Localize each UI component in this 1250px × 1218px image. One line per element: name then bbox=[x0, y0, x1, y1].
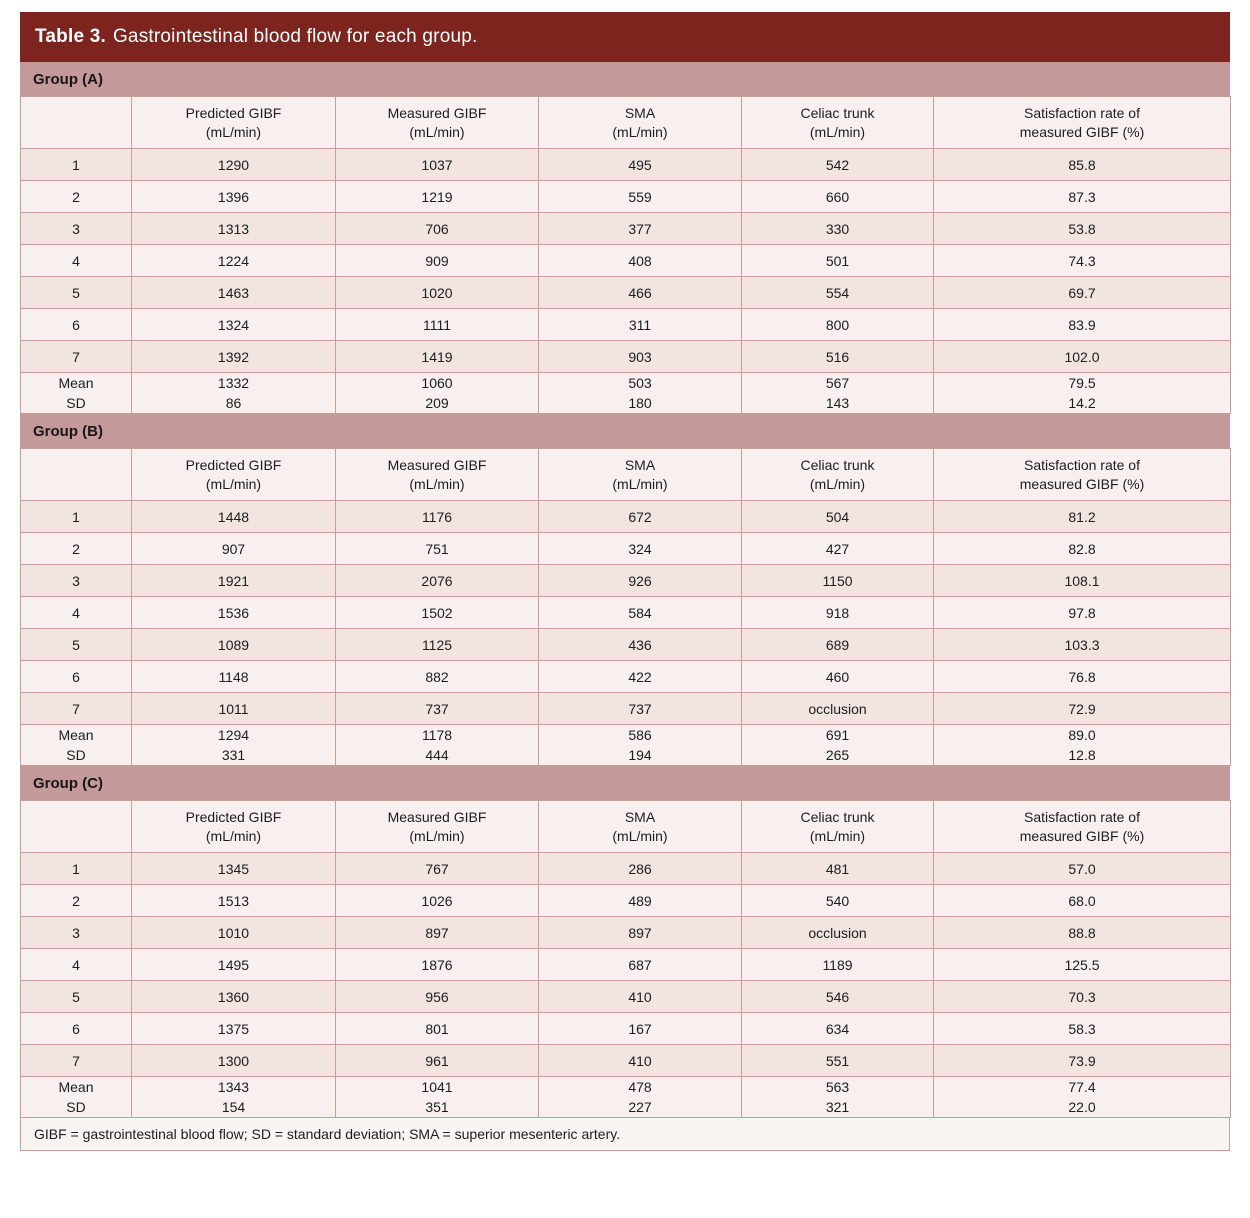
column-header-bottom: measured GIBF (%) bbox=[1019, 475, 1145, 492]
data-cell: 551 bbox=[742, 1045, 934, 1077]
column-header bbox=[742, 449, 934, 501]
data-cell: 286 bbox=[539, 853, 742, 885]
table-row bbox=[21, 917, 1231, 949]
data-cell: 554 bbox=[742, 277, 934, 309]
data-cell: 85.8 bbox=[934, 149, 1231, 181]
data-cell: 73.9 bbox=[934, 1045, 1231, 1077]
mean-value: 691 bbox=[825, 727, 850, 743]
data-cell: 74.3 bbox=[934, 245, 1231, 277]
data-cell: 706 bbox=[336, 213, 539, 245]
data-cell: 897 bbox=[336, 917, 539, 949]
column-header-top: SMA bbox=[624, 808, 656, 825]
data-cell: 427 bbox=[742, 533, 934, 565]
data-cell: 377 bbox=[539, 213, 742, 245]
sd-value: 265 bbox=[825, 747, 850, 763]
table-row bbox=[21, 661, 1231, 693]
column-header-top: SMA bbox=[624, 456, 656, 473]
summary-cell bbox=[132, 373, 336, 414]
row-number-cell: 3 bbox=[21, 565, 132, 597]
group-table bbox=[20, 448, 1231, 766]
footnote: GIBF = gastrointestinal blood flow; SD = standard deviation; SMA = superior mesenteric artery. bbox=[20, 1118, 1230, 1151]
header-row bbox=[21, 449, 1231, 501]
sd-value: 12.8 bbox=[1068, 747, 1096, 763]
group-header-bar bbox=[20, 414, 1230, 448]
column-header-top: Celiac trunk bbox=[800, 456, 875, 473]
sd-value: 86 bbox=[225, 395, 242, 411]
data-cell: 311 bbox=[539, 309, 742, 341]
data-cell: 1020 bbox=[336, 277, 539, 309]
column-header-bottom: (mL/min) bbox=[612, 827, 668, 844]
column-header bbox=[934, 801, 1231, 853]
column-header-bottom: (mL/min) bbox=[809, 827, 866, 844]
column-header-bottom: measured GIBF (%) bbox=[1019, 123, 1145, 140]
mean-label: Mean bbox=[58, 727, 94, 743]
data-cell: 108.1 bbox=[934, 565, 1231, 597]
data-cell: 97.8 bbox=[934, 597, 1231, 629]
row-number-cell: 6 bbox=[21, 309, 132, 341]
summary-cell bbox=[539, 1077, 742, 1118]
mean-value: 1332 bbox=[217, 375, 250, 391]
table-head bbox=[21, 97, 1231, 149]
data-cell: 1176 bbox=[336, 501, 539, 533]
table-title-text: Gastrointestinal blood flow for each group. bbox=[112, 26, 478, 47]
table-row bbox=[21, 309, 1231, 341]
data-cell: 689 bbox=[742, 629, 934, 661]
row-number-cell: 7 bbox=[21, 693, 132, 725]
mean-value: 77.4 bbox=[1068, 1079, 1096, 1095]
table-row bbox=[21, 501, 1231, 533]
column-header-top: Satisfaction rate of bbox=[1024, 104, 1140, 121]
sd-value: 14.2 bbox=[1068, 395, 1096, 411]
data-cell: 436 bbox=[539, 629, 742, 661]
column-header-top: Measured GIBF bbox=[387, 456, 487, 473]
data-cell: 82.8 bbox=[934, 533, 1231, 565]
table-row bbox=[21, 629, 1231, 661]
row-number-cell: 4 bbox=[21, 597, 132, 629]
data-cell: 918 bbox=[742, 597, 934, 629]
column-header-bottom: (mL/min) bbox=[612, 475, 668, 492]
data-cell: 72.9 bbox=[934, 693, 1231, 725]
data-cell: 542 bbox=[742, 149, 934, 181]
sd-value: 143 bbox=[825, 395, 850, 411]
row-number-cell: 2 bbox=[21, 533, 132, 565]
data-cell: 1011 bbox=[132, 693, 336, 725]
column-header-top: Satisfaction rate of bbox=[1024, 808, 1140, 825]
data-cell: 103.3 bbox=[934, 629, 1231, 661]
group-header-bar bbox=[20, 766, 1230, 800]
table-row bbox=[21, 1045, 1231, 1077]
data-cell: 767 bbox=[336, 853, 539, 885]
data-cell: 546 bbox=[742, 981, 934, 1013]
table-body bbox=[21, 501, 1231, 766]
data-cell: 800 bbox=[742, 309, 934, 341]
summary-cell bbox=[742, 373, 934, 414]
column-header-bottom: measured GIBF (%) bbox=[1019, 827, 1145, 844]
data-cell: 489 bbox=[539, 885, 742, 917]
mean-label: Mean bbox=[58, 1079, 94, 1095]
group-table bbox=[20, 800, 1231, 1118]
table-head bbox=[21, 449, 1231, 501]
data-cell: 926 bbox=[539, 565, 742, 597]
data-cell: 907 bbox=[132, 533, 336, 565]
data-cell: 1111 bbox=[336, 309, 539, 341]
table-row bbox=[21, 853, 1231, 885]
sd-value: 154 bbox=[221, 1099, 246, 1115]
corner-cell bbox=[21, 801, 132, 853]
sd-label: SD bbox=[66, 395, 86, 411]
column-header-bottom: (mL/min) bbox=[205, 827, 262, 844]
data-cell: 1010 bbox=[132, 917, 336, 949]
data-cell: 634 bbox=[742, 1013, 934, 1045]
column-header-top: Celiac trunk bbox=[800, 104, 875, 121]
row-number-cell: 3 bbox=[21, 917, 132, 949]
table-row bbox=[21, 277, 1231, 309]
data-cell: 504 bbox=[742, 501, 934, 533]
data-cell: 330 bbox=[742, 213, 934, 245]
group-table bbox=[20, 96, 1231, 414]
data-cell: 102.0 bbox=[934, 341, 1231, 373]
table-row bbox=[21, 1013, 1231, 1045]
data-cell: 1345 bbox=[132, 853, 336, 885]
row-number-cell: 1 bbox=[21, 149, 132, 181]
column-header bbox=[132, 449, 336, 501]
data-cell: 1396 bbox=[132, 181, 336, 213]
data-cell: 324 bbox=[539, 533, 742, 565]
sd-label: SD bbox=[66, 747, 86, 763]
table-row bbox=[21, 693, 1231, 725]
summary-cell bbox=[934, 1077, 1231, 1118]
summary-cell bbox=[934, 725, 1231, 766]
data-cell: 83.9 bbox=[934, 309, 1231, 341]
header-row bbox=[21, 97, 1231, 149]
column-header-top: Predicted GIBF bbox=[185, 808, 282, 825]
data-cell: 1448 bbox=[132, 501, 336, 533]
sd-value: 331 bbox=[221, 747, 246, 763]
data-cell: 2076 bbox=[336, 565, 539, 597]
row-number-cell: 7 bbox=[21, 341, 132, 373]
row-number-cell: 5 bbox=[21, 629, 132, 661]
data-cell: 903 bbox=[539, 341, 742, 373]
sd-value: 321 bbox=[825, 1099, 850, 1115]
data-cell: 1536 bbox=[132, 597, 336, 629]
data-cell: 1502 bbox=[336, 597, 539, 629]
column-header-top: Measured GIBF bbox=[387, 808, 487, 825]
data-cell: 909 bbox=[336, 245, 539, 277]
row-number-cell: 5 bbox=[21, 277, 132, 309]
group-label: Group (B) bbox=[33, 422, 103, 440]
data-cell: 1224 bbox=[132, 245, 336, 277]
data-cell: 1313 bbox=[132, 213, 336, 245]
groups-container bbox=[20, 62, 1230, 1118]
data-cell: 1392 bbox=[132, 341, 336, 373]
mean-value: 1343 bbox=[217, 1079, 250, 1095]
data-cell: 737 bbox=[336, 693, 539, 725]
data-cell: 1189 bbox=[742, 949, 934, 981]
data-cell: 68.0 bbox=[934, 885, 1231, 917]
column-header-bottom: (mL/min) bbox=[205, 475, 262, 492]
column-header-top: Celiac trunk bbox=[800, 808, 875, 825]
row-number-cell: 3 bbox=[21, 213, 132, 245]
summary-cell bbox=[336, 373, 539, 414]
data-cell: 1324 bbox=[132, 309, 336, 341]
data-cell: 1921 bbox=[132, 565, 336, 597]
table-body bbox=[21, 149, 1231, 414]
summary-label-cell bbox=[21, 725, 132, 766]
row-number-cell: 4 bbox=[21, 245, 132, 277]
mean-value: 563 bbox=[825, 1079, 850, 1095]
data-cell: 1037 bbox=[336, 149, 539, 181]
header-row bbox=[21, 801, 1231, 853]
table-row bbox=[21, 213, 1231, 245]
summary-cell bbox=[539, 373, 742, 414]
table-row bbox=[21, 181, 1231, 213]
summary-cell bbox=[742, 1077, 934, 1118]
data-cell: 495 bbox=[539, 149, 742, 181]
data-cell: 660 bbox=[742, 181, 934, 213]
data-cell: 751 bbox=[336, 533, 539, 565]
row-number-cell: 1 bbox=[21, 501, 132, 533]
data-cell: 516 bbox=[742, 341, 934, 373]
data-cell: 481 bbox=[742, 853, 934, 885]
summary-row bbox=[21, 725, 1231, 766]
mean-value: 79.5 bbox=[1068, 375, 1096, 391]
data-cell: 882 bbox=[336, 661, 539, 693]
table-row bbox=[21, 885, 1231, 917]
summary-cell bbox=[132, 1077, 336, 1118]
data-cell: 410 bbox=[539, 1045, 742, 1077]
table-number-label: Table 3. bbox=[35, 26, 106, 47]
column-header-bottom: (mL/min) bbox=[409, 123, 465, 140]
mean-value: 1041 bbox=[421, 1079, 453, 1095]
data-cell: 584 bbox=[539, 597, 742, 629]
column-header-bottom: (mL/min) bbox=[205, 123, 262, 140]
data-cell: 167 bbox=[539, 1013, 742, 1045]
column-header-top: Predicted GIBF bbox=[185, 104, 282, 121]
data-cell: 460 bbox=[742, 661, 934, 693]
column-header-top: Satisfaction rate of bbox=[1024, 456, 1140, 473]
data-cell: 87.3 bbox=[934, 181, 1231, 213]
column-header-top: Measured GIBF bbox=[387, 104, 487, 121]
sd-value: 444 bbox=[425, 747, 449, 763]
summary-label-cell bbox=[21, 373, 132, 414]
table-row bbox=[21, 149, 1231, 181]
sd-value: 209 bbox=[425, 395, 449, 411]
data-cell: 1300 bbox=[132, 1045, 336, 1077]
mean-value: 1294 bbox=[217, 727, 250, 743]
summary-cell bbox=[539, 725, 742, 766]
sd-value: 227 bbox=[628, 1099, 652, 1115]
column-header bbox=[336, 449, 539, 501]
group-label: Group (C) bbox=[33, 774, 103, 792]
data-cell: 801 bbox=[336, 1013, 539, 1045]
mean-value: 478 bbox=[628, 1079, 652, 1095]
sd-label: SD bbox=[66, 1099, 86, 1115]
table-row bbox=[21, 533, 1231, 565]
summary-cell bbox=[336, 1077, 539, 1118]
column-header bbox=[934, 449, 1231, 501]
data-cell: 1495 bbox=[132, 949, 336, 981]
table-row bbox=[21, 981, 1231, 1013]
summary-row bbox=[21, 1077, 1231, 1118]
sd-value: 180 bbox=[628, 395, 652, 411]
data-cell: 58.3 bbox=[934, 1013, 1231, 1045]
data-cell: 1219 bbox=[336, 181, 539, 213]
column-header-bottom: (mL/min) bbox=[409, 475, 465, 492]
column-header bbox=[336, 801, 539, 853]
data-cell: 1360 bbox=[132, 981, 336, 1013]
data-cell: 1125 bbox=[336, 629, 539, 661]
data-cell: 125.5 bbox=[934, 949, 1231, 981]
table-row bbox=[21, 597, 1231, 629]
table-title-bar bbox=[20, 12, 1230, 62]
data-cell: 1026 bbox=[336, 885, 539, 917]
data-cell: 70.3 bbox=[934, 981, 1231, 1013]
table-body bbox=[21, 853, 1231, 1118]
row-number-cell: 2 bbox=[21, 181, 132, 213]
column-header bbox=[539, 449, 742, 501]
row-number-cell: 4 bbox=[21, 949, 132, 981]
data-cell: 408 bbox=[539, 245, 742, 277]
column-header bbox=[132, 801, 336, 853]
data-cell: 961 bbox=[336, 1045, 539, 1077]
data-cell: 466 bbox=[539, 277, 742, 309]
column-header bbox=[934, 97, 1231, 149]
data-cell: 559 bbox=[539, 181, 742, 213]
data-cell: 540 bbox=[742, 885, 934, 917]
column-header-top: SMA bbox=[624, 104, 656, 121]
data-cell: 57.0 bbox=[934, 853, 1231, 885]
summary-cell bbox=[132, 725, 336, 766]
summary-cell bbox=[934, 373, 1231, 414]
mean-value: 567 bbox=[825, 375, 850, 391]
data-cell: 687 bbox=[539, 949, 742, 981]
data-cell: 1513 bbox=[132, 885, 336, 917]
data-cell: 1419 bbox=[336, 341, 539, 373]
row-number-cell: 6 bbox=[21, 661, 132, 693]
sd-value: 22.0 bbox=[1068, 1099, 1096, 1115]
row-number-cell: 6 bbox=[21, 1013, 132, 1045]
table-row bbox=[21, 245, 1231, 277]
column-header-bottom: (mL/min) bbox=[612, 123, 668, 140]
data-cell: 1876 bbox=[336, 949, 539, 981]
mean-label: Mean bbox=[58, 375, 94, 391]
table-head bbox=[21, 801, 1231, 853]
table-row bbox=[21, 341, 1231, 373]
mean-value: 1178 bbox=[421, 727, 453, 743]
data-cell: 672 bbox=[539, 501, 742, 533]
row-number-cell: 7 bbox=[21, 1045, 132, 1077]
column-header bbox=[742, 97, 934, 149]
summary-label-cell bbox=[21, 1077, 132, 1118]
column-header-bottom: (mL/min) bbox=[809, 123, 866, 140]
row-number-cell: 2 bbox=[21, 885, 132, 917]
data-cell: 501 bbox=[742, 245, 934, 277]
mean-value: 586 bbox=[628, 727, 652, 743]
summary-row bbox=[21, 373, 1231, 414]
group-label: Group (A) bbox=[33, 70, 103, 88]
data-cell: 737 bbox=[539, 693, 742, 725]
mean-value: 1060 bbox=[421, 375, 453, 391]
data-cell: 422 bbox=[539, 661, 742, 693]
summary-cell bbox=[742, 725, 934, 766]
column-header-bottom: (mL/min) bbox=[809, 475, 866, 492]
column-header bbox=[336, 97, 539, 149]
data-cell: 410 bbox=[539, 981, 742, 1013]
column-header-bottom: (mL/min) bbox=[409, 827, 465, 844]
summary-cell bbox=[336, 725, 539, 766]
sd-value: 194 bbox=[628, 747, 652, 763]
mean-value: 89.0 bbox=[1068, 727, 1096, 743]
data-cell: 1375 bbox=[132, 1013, 336, 1045]
corner-cell bbox=[21, 97, 132, 149]
data-cell: 76.8 bbox=[934, 661, 1231, 693]
data-cell: 69.7 bbox=[934, 277, 1231, 309]
data-cell: 897 bbox=[539, 917, 742, 949]
data-cell: occlusion bbox=[742, 693, 934, 725]
column-header-top: Predicted GIBF bbox=[185, 456, 282, 473]
data-cell: 1148 bbox=[132, 661, 336, 693]
column-header bbox=[539, 801, 742, 853]
data-cell: 81.2 bbox=[934, 501, 1231, 533]
row-number-cell: 5 bbox=[21, 981, 132, 1013]
data-cell: occlusion bbox=[742, 917, 934, 949]
group-header-bar bbox=[20, 62, 1230, 96]
data-cell: 88.8 bbox=[934, 917, 1231, 949]
corner-cell bbox=[21, 449, 132, 501]
data-cell: 1150 bbox=[742, 565, 934, 597]
data-cell: 1290 bbox=[132, 149, 336, 181]
sd-value: 351 bbox=[425, 1099, 449, 1115]
mean-value: 503 bbox=[628, 375, 652, 391]
column-header bbox=[742, 801, 934, 853]
data-cell: 956 bbox=[336, 981, 539, 1013]
row-number-cell: 1 bbox=[21, 853, 132, 885]
column-header bbox=[132, 97, 336, 149]
table-row bbox=[21, 565, 1231, 597]
data-cell: 1089 bbox=[132, 629, 336, 661]
data-cell: 53.8 bbox=[934, 213, 1231, 245]
column-header bbox=[539, 97, 742, 149]
data-cell: 1463 bbox=[132, 277, 336, 309]
table-row bbox=[21, 949, 1231, 981]
